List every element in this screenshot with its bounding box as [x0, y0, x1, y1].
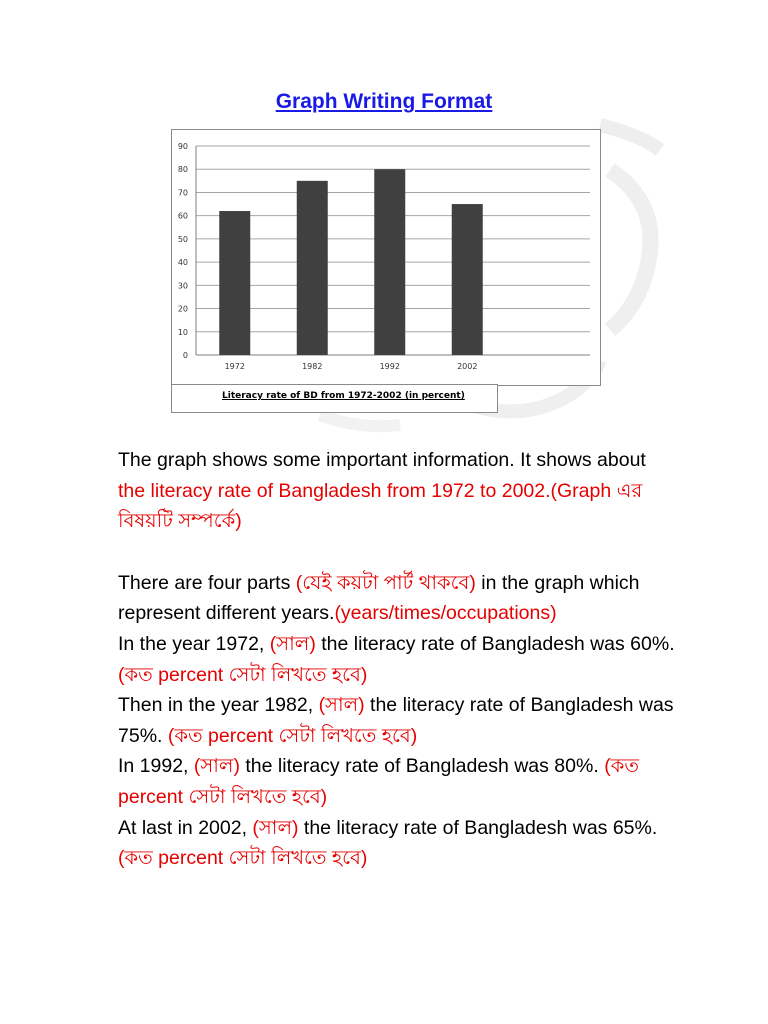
intro-text: The graph shows some important information. It shows about	[118, 449, 646, 471]
percent-hint: (কত percent সেটা লিখতে হবে)	[118, 663, 368, 686]
y-tick-label: 40	[177, 258, 188, 268]
paragraph-1972	[118, 629, 678, 690]
year-text: Then in the year 1982,	[118, 694, 319, 717]
rate-text: the literacy rate of Bangladesh was 75%.	[118, 694, 674, 747]
y-tick-label: 0	[182, 351, 188, 360]
year-hint: (সাল)	[252, 816, 299, 839]
year-text: In the year 1972,	[118, 632, 270, 655]
y-tick-label: 20	[177, 304, 188, 314]
paragraph-1982	[118, 690, 678, 751]
bar-chart	[171, 129, 601, 386]
y-tick-label: 90	[177, 142, 188, 151]
paragraph-1992	[118, 751, 678, 812]
y-tick-label: 60	[177, 211, 188, 221]
paragraph-2002	[118, 813, 678, 874]
bar-1972	[219, 211, 250, 355]
x-tick-label: 1972	[224, 362, 245, 371]
chart-caption: Literacy rate of BD from 1972-2002 (in percent)	[222, 391, 465, 401]
intro-highlight: the literacy rate of Bangladesh from 1972 to 2002.(Graph এর বিষয়টি সম্পর্কে)	[118, 479, 643, 533]
year-text: At last in 2002,	[118, 816, 253, 839]
year-hint: (সাল)	[318, 694, 365, 717]
paragraph-intro	[118, 445, 678, 537]
rate-text: the literacy rate of Bangladesh was 65%.	[298, 816, 658, 839]
year-text: In 1992,	[118, 755, 194, 778]
chart-caption-box	[171, 384, 498, 413]
percent-hint: (কত percent সেটা লিখতে হবে)	[167, 724, 418, 747]
y-tick-label: 50	[177, 234, 188, 244]
page-title: Graph Writing Format	[275, 90, 493, 113]
year-hint: (সাল)	[269, 632, 316, 655]
x-tick-label: 1982	[302, 362, 323, 371]
bar-2002	[452, 204, 483, 355]
bar-1982	[297, 181, 328, 355]
rate-text: the literacy rate of Bangladesh was 60%.	[315, 632, 675, 655]
year-hint: (সাল)	[193, 755, 240, 778]
paragraph-parts	[118, 568, 678, 629]
y-tick-label: 10	[177, 327, 188, 337]
y-tick-label: 80	[177, 165, 188, 175]
bar-1992	[374, 169, 405, 355]
explanation-text	[118, 445, 678, 874]
y-tick-label: 70	[177, 188, 188, 198]
y-tick-label: 30	[177, 281, 188, 291]
x-tick-label: 1992	[379, 362, 400, 371]
percent-hint: (কত percent সেটা লিখতে হবে)	[118, 755, 639, 808]
percent-hint: (কত percent সেটা লিখতে হবে)	[118, 847, 368, 870]
parts-text-continued: in the graph which represent different years.	[118, 571, 640, 625]
parts-text: There are four parts	[118, 571, 296, 594]
parts-hint: (যেই কয়টা পার্ট থাকবে)	[295, 571, 476, 594]
chart-canvas	[172, 130, 600, 385]
x-tick-label: 2002	[457, 362, 478, 371]
rate-text: the literacy rate of Bangladesh was 80%.	[239, 755, 605, 778]
parts-options: (years/times/occupations)	[334, 602, 557, 625]
